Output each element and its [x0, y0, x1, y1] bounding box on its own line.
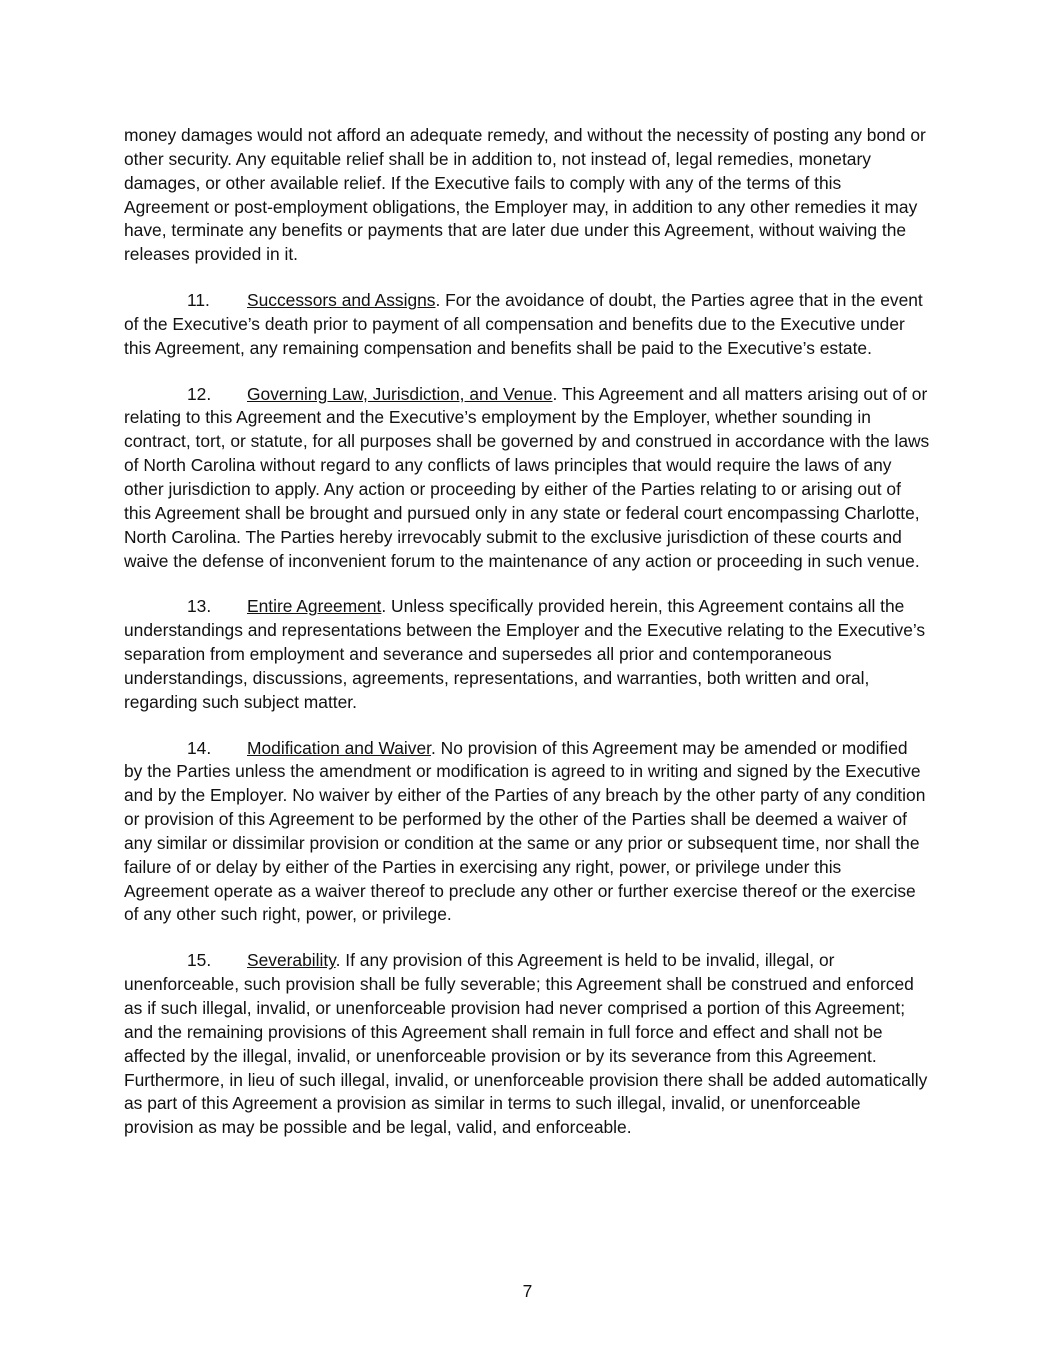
- section-11-paragraph: [124, 289, 930, 361]
- section-number: 13.: [187, 596, 212, 617]
- section-number: 14.: [187, 737, 212, 758]
- document-body: [124, 124, 930, 1162]
- section-heading: Successors and Assigns: [247, 290, 436, 311]
- section-number: 11.: [187, 290, 210, 311]
- section-number: 12.: [187, 383, 212, 404]
- section-text: . This Agreement and all matters arising out of or relating to this Agreement and the Executive’s employment by the Employer, whether sounding in contract, tort, or statute, for all purposes shall be governed by and construed in accordance with the laws of North Carolina without regard to any conflicts of laws principles that would require the laws of any other jurisdiction to apply. Any action or proceeding by either of the Parties relating to or arising out of this Agreement shall be brought and pursued only in any state or federal court encompassing Charlotte, North Carolina. The Parties hereby irrevocably submit to the exclusive jurisdiction of these courts and waive the defense of inconvenient forum to the maintenance of any action or proceeding in such venue.: [124, 383, 930, 571]
- section-15-paragraph: [124, 949, 930, 1140]
- section-heading: Modification and Waiver: [247, 737, 431, 758]
- section-number: 15.: [187, 950, 212, 971]
- section-heading: Entire Agreement: [247, 596, 382, 617]
- section-text: . If any provision of this Agreement is held to be invalid, illegal, or unenforceable, such provision shall be fully severable; this Agreement shall be construed and enforced as if such illegal, invalid, or unenforceable provision had never comprised a portion of this Agreement; and the remaining provisions of this Agreement shall remain in full force and effect and shall not be affected by the illegal, invalid, or unenforceable provision or by its severance from this Agreement. Furthermore, in lieu of such illegal, invalid, or unenforceable provision there shall be added automatically as part of this Agreement a provision as similar in terms to such illegal, invalid, or unenforceable provision as may be possible and be legal, valid, and enforceable.: [124, 950, 928, 1138]
- section-14-paragraph: [124, 737, 930, 928]
- section-text: . Unless specifically provided herein, this Agreement contains all the understandings and representations between the Employer and the Executive relating to the Executive’s separation from employment and severance and supersedes all prior and contemporaneous understandings, discussions, agreements, representations, and warranties, both written and oral, regarding such subject matter.: [124, 596, 926, 712]
- section-heading: Governing Law, Jurisdiction, and Venue: [247, 383, 553, 404]
- section-12-paragraph: [124, 383, 930, 574]
- section-13-paragraph: [124, 595, 930, 714]
- section-text: . No provision of this Agreement may be amended or modified by the Parties unless the amendment or modification is agreed to in writing and signed by the Executive and by the Employer. No waiver by either of the Parties of any breach by the other party of any condition or provision of this Agreement to be performed by the other of the Parties shall be deemed a waiver of any similar or dissimilar provision or condition at the same or any prior or subsequent time, nor shall the failure of or delay by either of the Parties in exercising any right, power, or privilege under this Agreement operate as a waiver thereof to preclude any other or further exercise thereof or the exercise of any other such right, power, or privilege.: [124, 737, 926, 925]
- section-text: . For the avoidance of doubt, the Parties agree that in the event of the Executive’s death prior to payment of all compensation and benefits due to the Executive under this Agreement, any remaining compensation and benefits shall be paid to the Executive’s estate.: [124, 290, 923, 358]
- page-number: 7: [522, 1281, 533, 1301]
- intro-paragraph: money damages would not afford an adequate remedy, and without the necessity of posting any bond or other security. Any equitable relief shall be in addition to, not instead of, legal remedies, monetary damages, or other available relief. If the Executive fails to comply with any of the terms of this Agreement or post-employment obligations, the Employer may, in addition to any other remedies it may have, terminate any benefits or payments that are later due under this Agreement, without waiving the releases provided in it.: [124, 125, 926, 265]
- section-heading: Severability: [247, 950, 336, 971]
